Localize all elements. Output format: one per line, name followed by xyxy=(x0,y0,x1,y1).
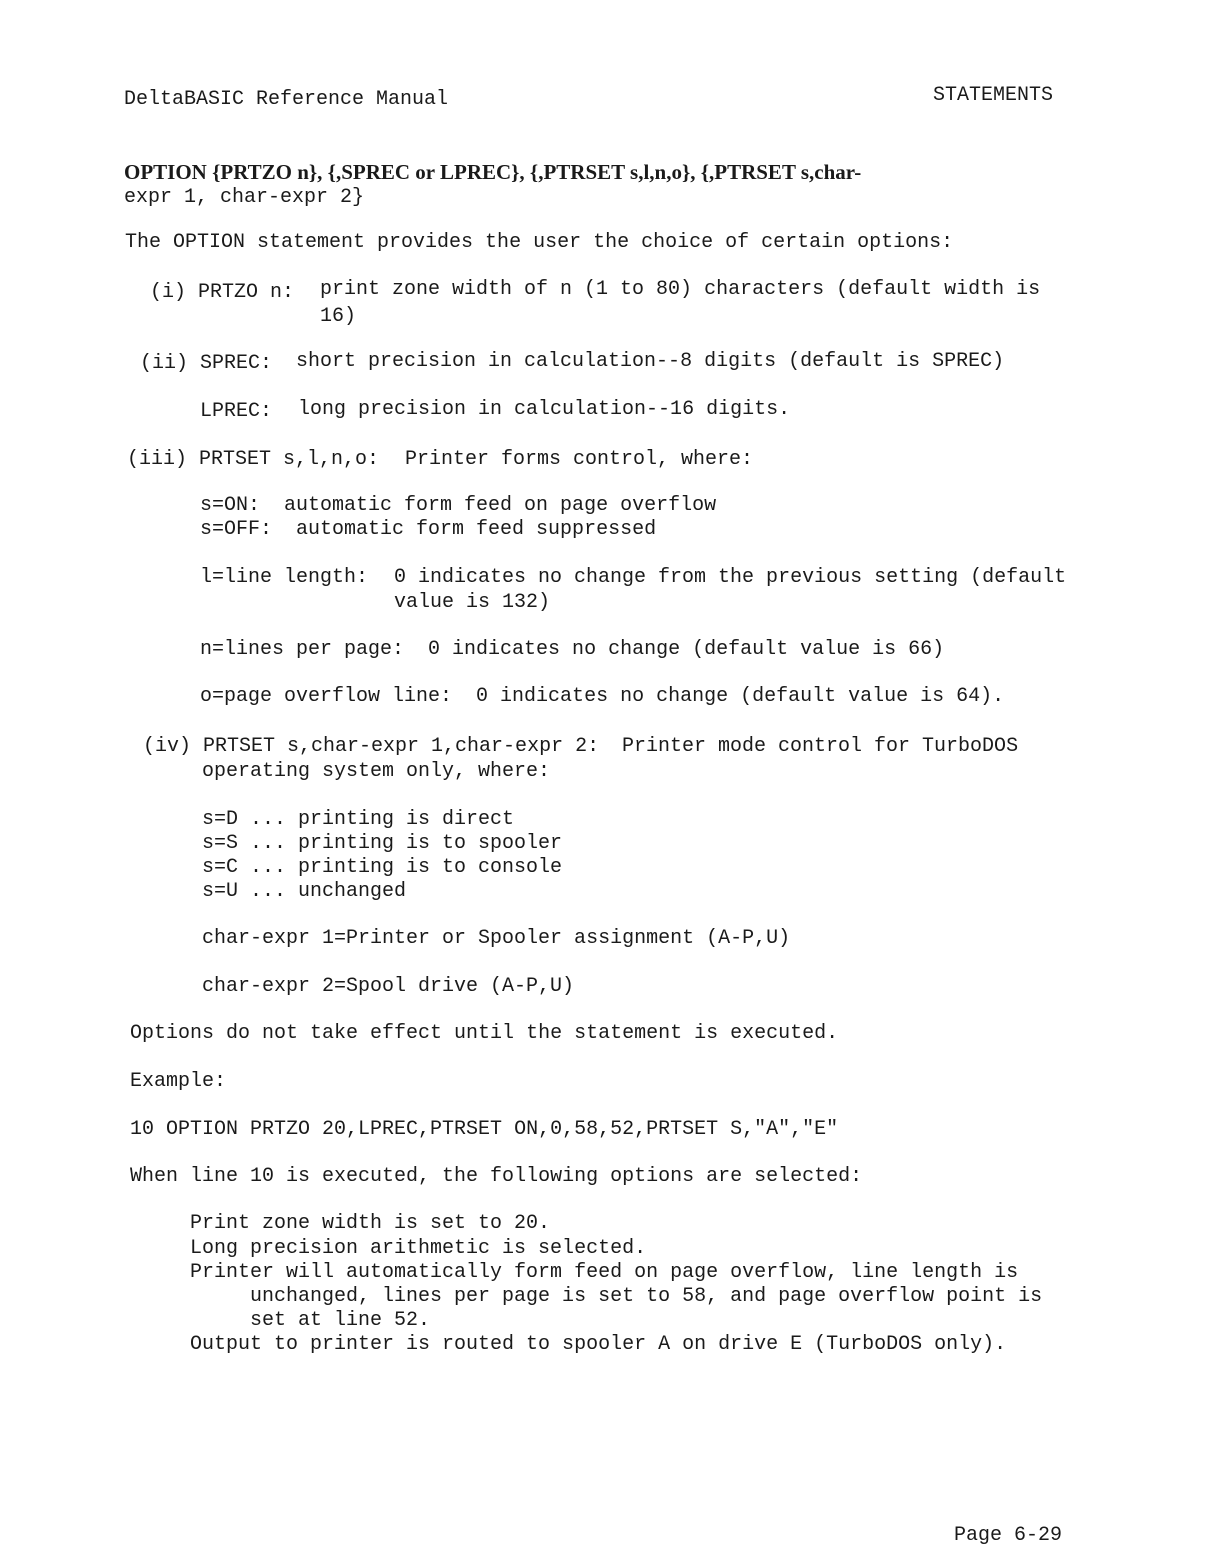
mode-list-item: s=U ... unchanged xyxy=(202,880,407,903)
option-iii-l-desc-line2: value is 132) xyxy=(394,591,551,614)
option-iii-l-desc-line1: 0 indicates no change from the previous setting (default xyxy=(394,566,1067,589)
option-iv-desc-line1: Printer mode control for TurboDOS xyxy=(622,735,1019,758)
mode-list-item: s=C ... printing is to console xyxy=(202,856,563,879)
result-line: unchanged, lines per page is set to 58, and page overflow point is xyxy=(190,1285,1043,1308)
option-iii-n-line: n=lines per page: 0 indicates no change (default value is 66) xyxy=(200,638,945,661)
statement-heading-line2: expr 1, char-expr 2} xyxy=(124,186,365,209)
mode-list-item: s=S ... printing is to spooler xyxy=(202,832,563,855)
intro-text: The OPTION statement provides the user the choice of certain options: xyxy=(125,231,954,254)
page-number: Page 6-29 xyxy=(954,1524,1063,1547)
result-line: Output to printer is routed to spooler A on drive E (TurboDOS only). xyxy=(190,1333,1007,1356)
option-iv-label: (iv) PRTSET s,char-expr 1,char-expr 2: xyxy=(143,735,600,758)
option-ii-lprec-desc: long precision in calculation--16 digits. xyxy=(298,398,791,421)
char-expr-1-desc: char-expr 1=Printer or Spooler assignment (A-P,U) xyxy=(202,927,791,950)
option-iv-desc-line2: operating system only, where: xyxy=(202,760,551,783)
statement-heading-line1: OPTION {PRTZO n}, {,SPREC or LPREC}, {,PTRSET s,l,n,o}, {,PTRSET s,char- xyxy=(124,160,862,184)
execution-note: Options do not take effect until the statement is executed. xyxy=(130,1022,839,1045)
option-iii-label: (iii) PRTSET s,l,n,o: xyxy=(127,448,380,471)
option-ii-sprec-desc: short precision in calculation--8 digits (default is SPREC) xyxy=(296,350,1005,373)
result-line: set at line 52. xyxy=(190,1309,431,1332)
option-iii-s-off: s=OFF: automatic form feed suppressed xyxy=(200,518,657,541)
example-code: 10 OPTION PRTZO 20,LPREC,PTRSET ON,0,58,52,PRTSET S,"A","E" xyxy=(130,1118,839,1141)
option-i-label: (i) PRTZO n: xyxy=(150,281,295,304)
option-iii-s-on: s=ON: automatic form feed on page overflow xyxy=(200,494,717,517)
option-i-desc-line1: print zone width of n (1 to 80) characters (default width is xyxy=(320,278,1041,301)
option-i-desc-line2: 16) xyxy=(320,305,357,328)
option-iii-desc: Printer forms control, where: xyxy=(405,448,754,471)
option-ii-lprec-label: LPREC: xyxy=(200,400,273,423)
result-line: Print zone width is set to 20. xyxy=(190,1212,551,1235)
running-header-title: DeltaBASIC Reference Manual xyxy=(124,88,449,111)
option-iii-o-line: o=page overflow line: 0 indicates no change (default value is 64). xyxy=(200,685,1005,708)
example-label: Example: xyxy=(130,1070,227,1093)
example-result-intro: When line 10 is executed, the following options are selected: xyxy=(130,1165,863,1188)
option-iii-l-label: l=line length: xyxy=(200,566,369,589)
result-line: Printer will automatically form feed on page overflow, line length is xyxy=(190,1261,1019,1284)
result-line: Long precision arithmetic is selected. xyxy=(190,1237,647,1260)
char-expr-2-desc: char-expr 2=Spool drive (A-P,U) xyxy=(202,975,575,998)
option-ii-sprec-label: (ii) SPREC: xyxy=(140,352,273,375)
running-header-section: STATEMENTS xyxy=(933,84,1054,107)
mode-list-item: s=D ... printing is direct xyxy=(202,808,515,831)
